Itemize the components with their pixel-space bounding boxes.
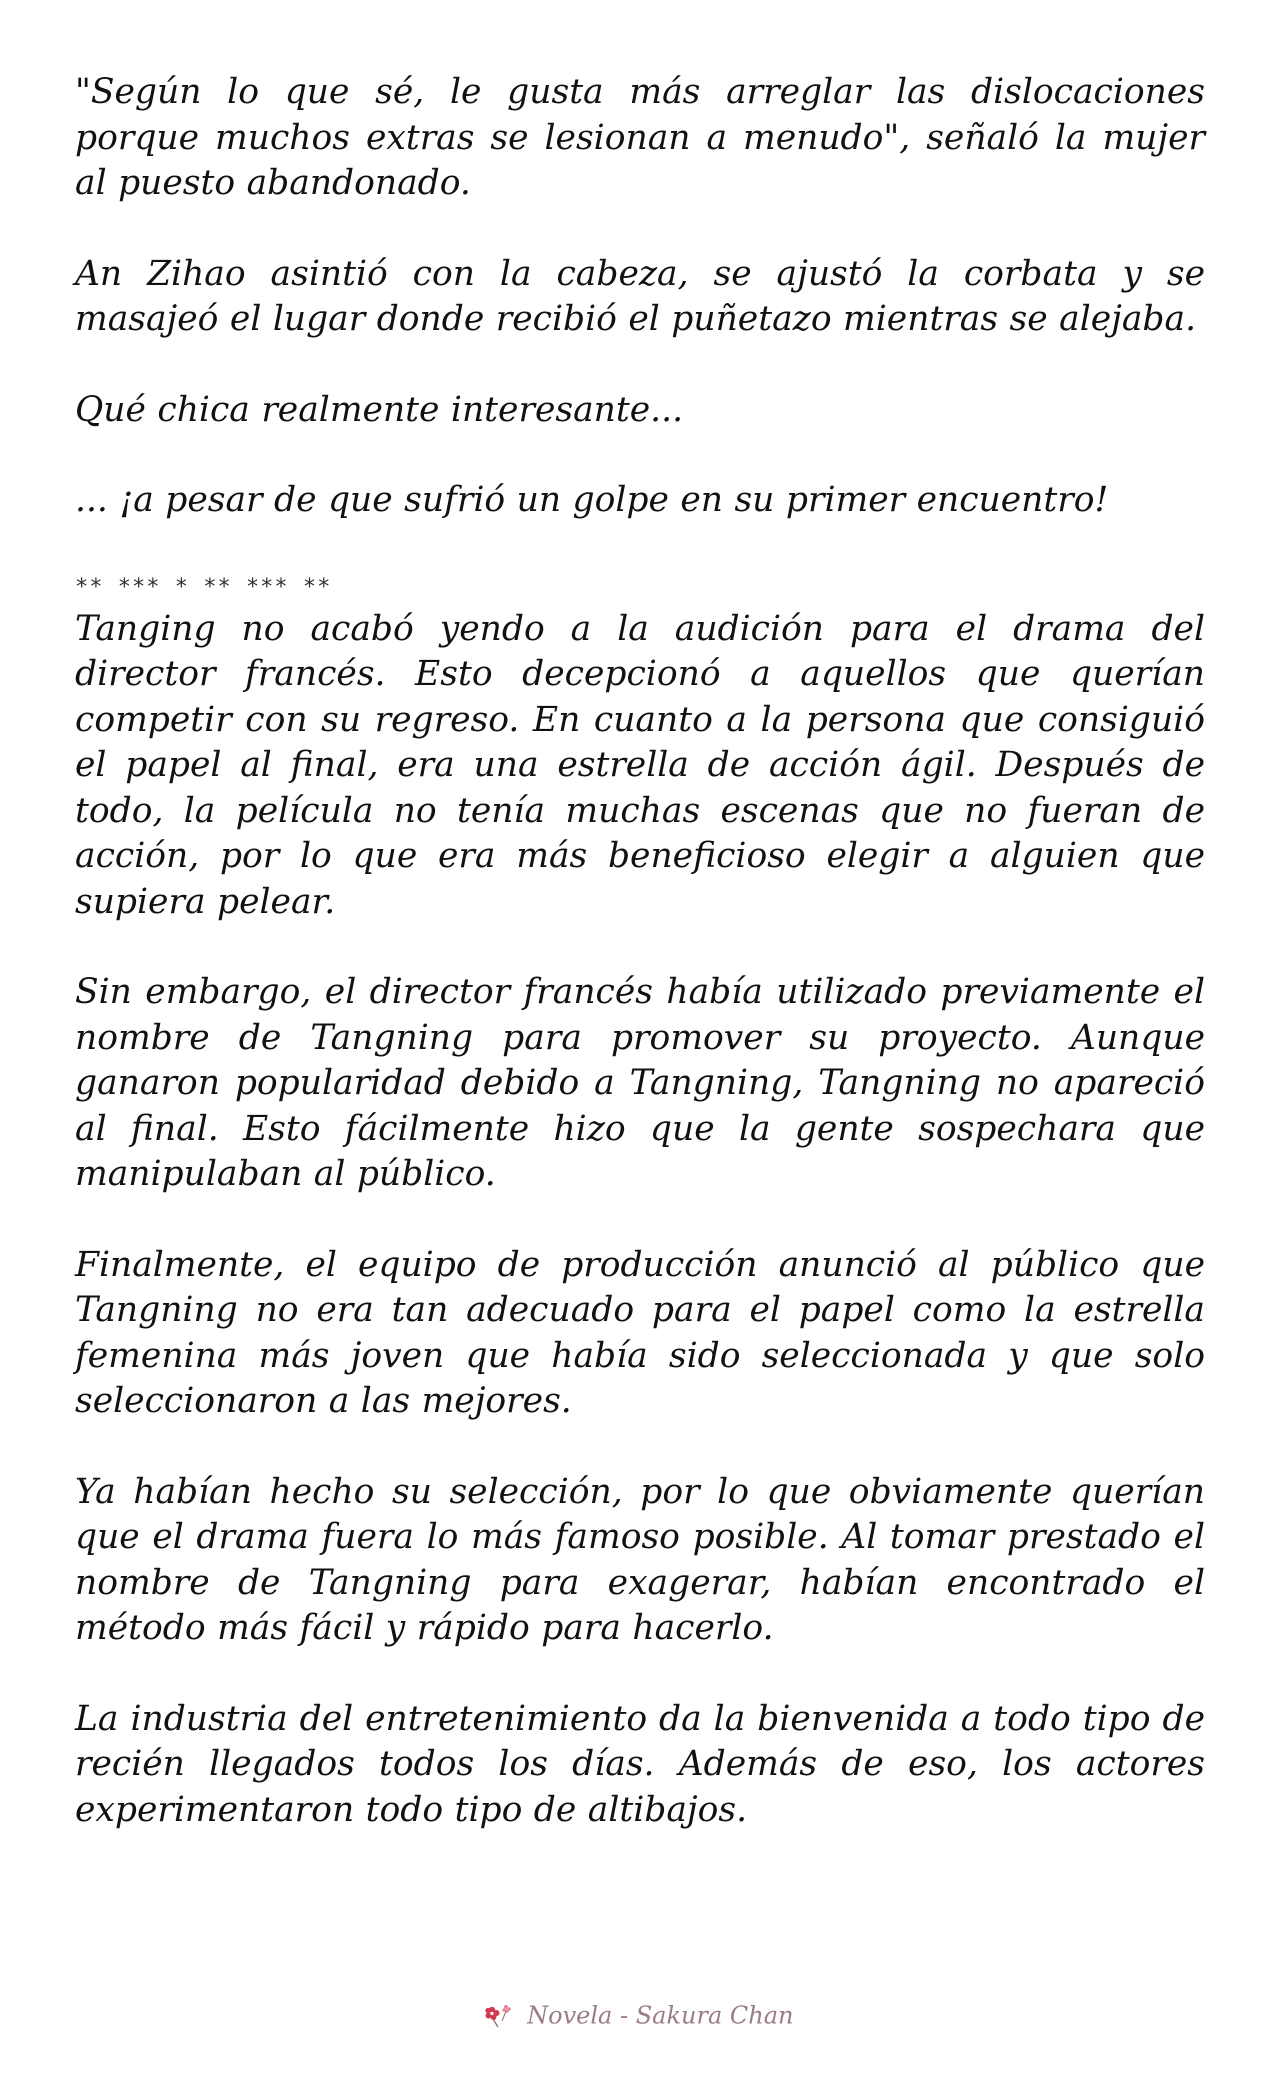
paragraph-3: Qué chica realmente interesante... — [75, 389, 684, 430]
paragraph-4: ... ¡a pesar de que sufrió un golpe en su primer encuentro! — [75, 480, 1109, 520]
document-body — [75, 70, 1205, 1833]
sakura-flower-icon — [482, 2001, 516, 2031]
paragraph-8: Ya habían hecho su selección, por lo que obviamente querían que el drama fuera lo más famoso posible. Al tomar prestado el nombre de Tangning para exagerar, habían encontrado el método más fácil y rápido para hacerlo. — [75, 1471, 1205, 1648]
paragraph-6: Sin embargo, el director francés había utilizado previamente el nombre de Tangning para promover su proyecto. Aunque ganaron popularidad debido a Tangning, Tangning no apareció al final. Esto fácilmente hizo que la gente sospechara que manipulaban al público. — [75, 972, 1205, 1194]
footer-watermark — [0, 2000, 1275, 2031]
paragraph-7: Finalmente, el equipo de producción anunció al público que Tangning no era tan adecuado para el papel como la estrella femenina más joven que había sido seleccionada y que solo seleccionaron a las mejores. — [75, 1244, 1205, 1421]
paragraph-1: "Según lo que sé, le gusta más arreglar las dislocaciones porque muchos extras se lesionan a menudo", señaló la mujer al puesto abandonado. — [75, 72, 1205, 203]
footer-label: Novela - Sakura Chan — [527, 2001, 794, 2030]
paragraph-5: Tanging no acabó yendo a la audición para el drama del director francés. Esto decepcionó a aquellos que querían competir con su regreso. En cuanto a la persona que consiguió el papel al final, era una estrella de acción ágil. Después de todo, la película no tenía muchas escenas que no fueran de acción, por lo que era más beneficioso elegir a alguien que supiera pelear. — [75, 608, 1205, 922]
paragraph-2: An Zihao asintió con la cabeza, se ajustó la corbata y se masajeó el lugar donde recibió el puñetazo mientras se alejaba. — [75, 253, 1205, 339]
section-separator: ** *** * ** *** ** — [75, 574, 332, 600]
paragraph-9: La industria del entretenimiento da la bienvenida a todo tipo de recién llegados todos los días. Además de eso, los actores experimentaron todo tipo de altibajos. — [75, 1698, 1205, 1830]
